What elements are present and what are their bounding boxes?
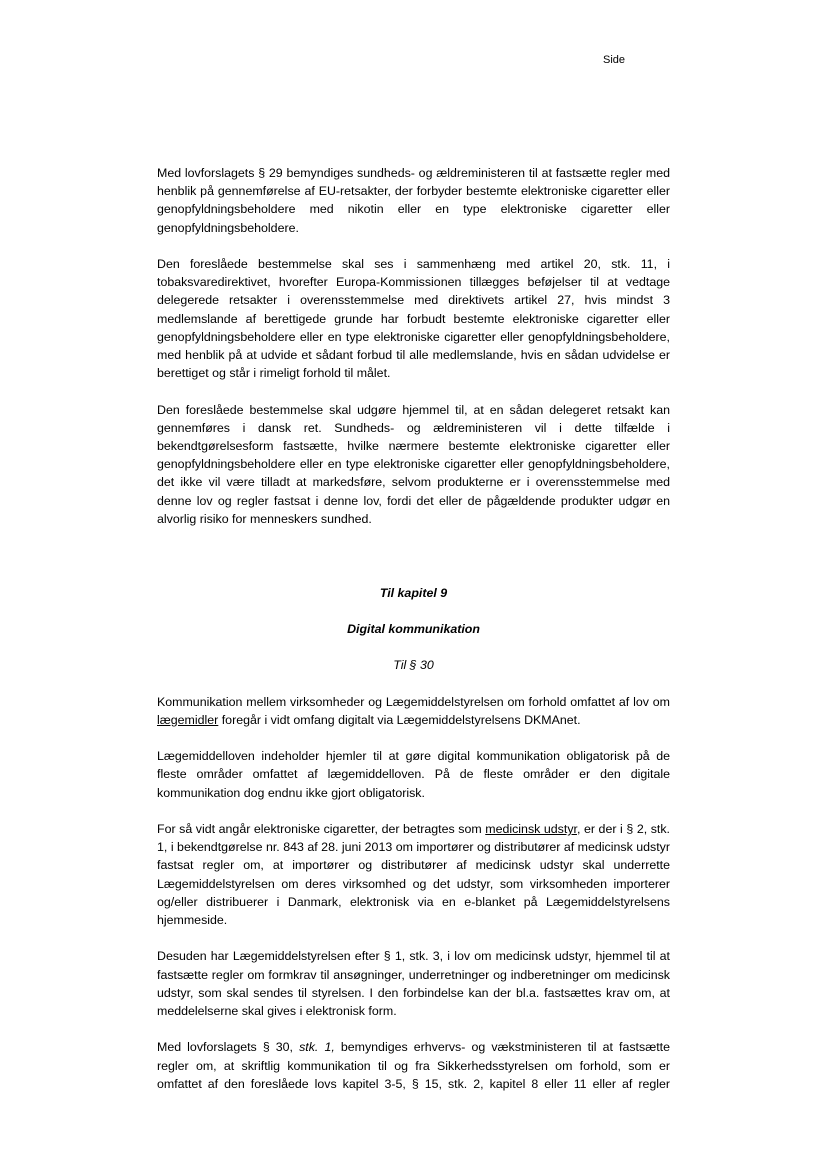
link-medicinsk-udstyr[interactable]: medicinsk udstyr xyxy=(485,822,577,837)
paragraph-29-implementation: Den foreslåede bestemmelse skal udgøre hjemmel til, at en sådan delegeret retsakt kan gennemføres i dansk ret. Sundheds- og ældreministeren vil i dette tilfælde i bekendtgørelsesform fastsætte, hvilke nærmere bestemte elektroniske cigaretter eller genopfyldningsbeholdere eller en type elektroniske cigaretter eller genopfyldningsbeholdere, det ikke vil være tilladt at markedsføre, selvom produkterne er i overensstemmelse med denne lov og regler fastsat i denne lov, fordi det eller de pågældende produkter udgør en alvorlig risiko for menneskers sundhed. xyxy=(157,402,670,526)
paragraph-30-authority: Desuden har Lægemiddelstyrelsen efter § 1, stk. 3, i lov om medicinsk udstyr, hjemmel til at fastsætte regler om formkrav til ansøgninger, underretninger og indberetninger om medicinsk udstyr, som skal sendes til styrelsen. I den forbindelse kan der bl.a. fastsættes krav om, at meddelelserne skal gives i elektronisk form. xyxy=(157,949,670,1019)
text-segment: , er der i § 2, stk. 1, i bekendtgørelse nr. 843 af 28. juni 2013 om importører og distributører af medicinsk udstyr fastsat regler om, at importører og distributører af medicinsk udstyr skal underrette Lægemiddelstyrelsen om deres virksomhed og det udstyr, som virksomheden importerer og/eller distribuerer i Danmark, elektronisk via en e-blanket på Lægemiddelstyrelsens hjemmeside. xyxy=(157,822,670,928)
paragraph-30-mandate xyxy=(157,1038,670,1093)
paragraph-29-context: Den foreslåede bestemmelse skal ses i sammenhæng med artikel 20, stk. 11, i tobaksvaredirektivet, hvorefter Europa-Kommissionen tillægges beføjelser til at vedtage delegerede retsakter i overensstemmelse med direktivets artikel 27, hvis mindst 3 medlemslande af berettigede grunde har forbudt bestemte elektroniske cigaretter eller genopfyldningsbeholdere eller en type elektroniske cigaretter eller genopfyldningsbeholdere, med henblik på at udvide et sådant forbud til alle medlemslande, hvis en sådan udvidelse er berettiget og står i rimeligt forhold til målet. xyxy=(157,257,670,381)
page-header-label: Side xyxy=(603,54,626,66)
paragraph-30-law: Lægemiddelloven indeholder hjemler til at gøre digital kommunikation obligatorisk på de fleste områder omfattet af lægemiddelloven. På de fleste områder er den digitale kommunikation dog endnu ikke gjort obligatorisk. xyxy=(157,749,670,800)
paragraph-30-communication xyxy=(157,693,670,729)
paragraph-30-devices xyxy=(157,820,670,929)
chapter-title: Digital kommunikation xyxy=(347,622,480,637)
text-segment: For så vidt angår elektroniske cigaretter, der betragtes som xyxy=(157,822,486,837)
paragraph-reference: Til § 30 xyxy=(393,658,434,673)
paragraph-29-intro: Med lovforslagets § 29 bemyndiges sundheds- og ældreministeren til at fastsætte regler med henblik på gennemførelse af EU-retsakter, der forbyder bestemte elektroniske cigaretter eller genopfyldningsbeholdere med nikotin eller en type elektroniske cigaretter eller genopfyldningsbeholdere. xyxy=(157,166,670,235)
text-segment: Kommunikation mellem virksomheder og Lægemiddelstyrelsen om forhold omfattet af lov om xyxy=(157,694,670,709)
chapter-heading: Til kapitel 9 xyxy=(379,586,448,601)
text-italic-segment: stk. 1, xyxy=(299,1040,335,1055)
document-body xyxy=(157,164,670,1111)
text-segment: Med lovforslagets § 30, xyxy=(157,1040,300,1055)
link-laegemidler[interactable]: lægemidler xyxy=(157,712,219,727)
text-segment: foregår i vidt omfang digitalt via Lægemiddelstyrelsens DKMAnet. xyxy=(218,712,581,727)
text-segment: bemyndiges erhvervs- og vækstministeren til at fastsætte regler om, at skriftlig kommunikation til og fra Sikkerhedsstyrelsen om forhold, som er omfattet af den foreslåede lovs kapitel 3-5, § 15, stk. 2, kapitel 8 eller 11 eller af regler xyxy=(157,1040,670,1091)
